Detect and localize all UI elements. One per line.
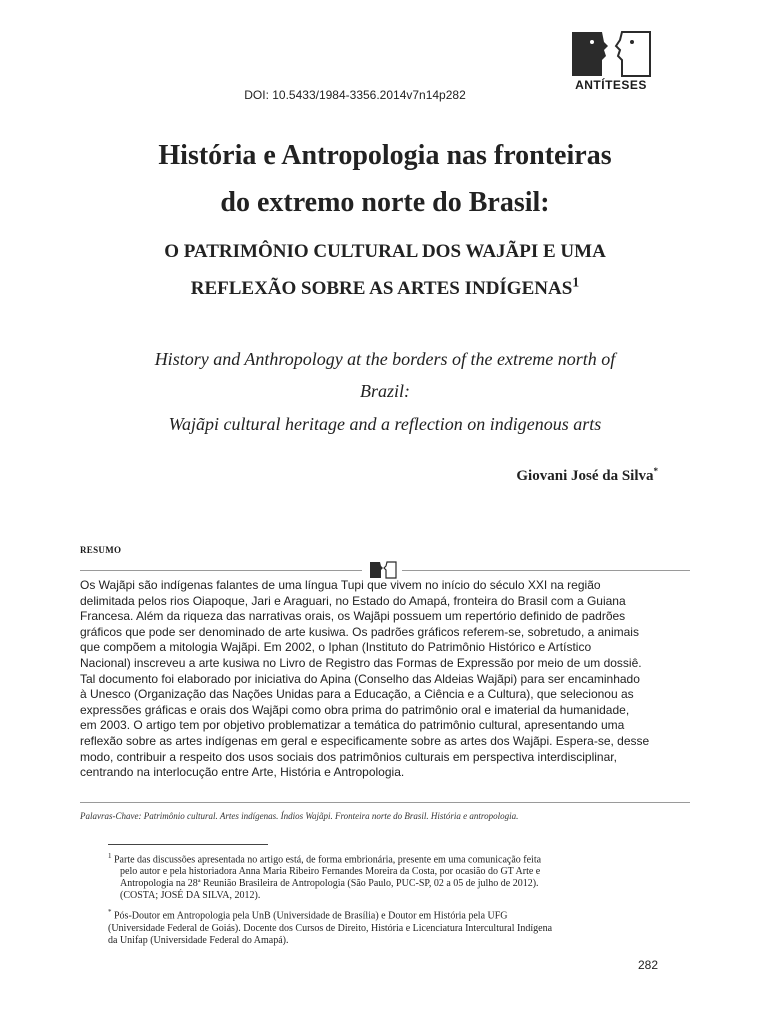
footnotes bbox=[108, 850, 658, 951]
antiteses-logo bbox=[568, 30, 654, 94]
abstract-line: Tal documento foi elaborado por iniciativa do Apina (Conselho das Aldeias Wajãpi) para ser encaminhado bbox=[80, 671, 640, 686]
page-number: 282 bbox=[637, 958, 658, 972]
abstract-line: à Unesco (Organização das Nações Unidas para a Educação, a Ciência e a Cultura), que selecionou as bbox=[80, 687, 634, 702]
two-faces-logo-icon bbox=[568, 30, 654, 78]
abstract-line: em 2003. O artigo tem por objetivo problematizar a temática do patrimônio cultural, apresentando uma bbox=[80, 718, 625, 733]
footnote-text: Parte das discussões apresentada no artigo está, de forma embrionária, presente em uma comunicação feita bbox=[114, 854, 542, 866]
abstract-line: Os Wajãpi são indígenas falantes de uma língua Tupi que vivem no início do século XXI na região bbox=[80, 578, 601, 592]
keywords: Palavras-Chave: Patrimônio cultural. Artes indígenas. Índios Wajãpi. Fronteira norte do Brasil. História e antropologia. bbox=[80, 811, 519, 821]
abstract-line: Francesa. Além da riqueza das narrativas orais, os Wajãpi possuem um repertório definido de padrões bbox=[80, 609, 626, 624]
logo-text: ANTÍTESES bbox=[575, 78, 647, 92]
footnote-line: (Universidade Federal de Goiás). Docente dos Cursos de Direito, História e Licenciatura Intercultural Indígena bbox=[108, 922, 553, 934]
abstract-line: Nacional) inscreveu a arte kusiwa no Livro de Registro das Formas de Expressão por meio de um dossiê. bbox=[80, 655, 642, 670]
footnote-text: Pós-Doutor em Antropologia pela UnB (Universidade de Brasília) e Doutor em História pela UFG bbox=[114, 910, 508, 922]
abstract-line: gráficos que pode ser denominado de arte kusiwa. Os padrões gráficos referem-se, sobretudo, a animais bbox=[80, 624, 639, 639]
footnote-line: (COSTA; JOSÉ DA SILVA, 2012). bbox=[120, 890, 261, 902]
mini-logo-icon bbox=[368, 561, 398, 579]
author-note-mark[interactable]: * bbox=[653, 466, 658, 476]
article-subtitle-line-1: O PATRIMÔNIO CULTURAL DOS WAJÃPI E UMA bbox=[164, 241, 606, 262]
english-title-line-1: History and Anthropology at the borders of the extreme north of bbox=[154, 349, 616, 369]
footnote-line: Antropologia na 28ª Reunião Brasileira de Antropologia (São Paulo, PUC-SP, 02 a 05 de julho de 2012). bbox=[120, 878, 539, 890]
abstract-line: reflexão sobre as artes indígenas em geral e especificamente sobre as artes dos Wajãpi. Espera-se, desse bbox=[80, 733, 650, 748]
author bbox=[516, 466, 658, 485]
footnote-1 bbox=[108, 850, 658, 902]
abstract-line: modo, contribuir a respeito dos usos sociais dos patrimônios culturais em perspectiva interdisciplinar, bbox=[80, 749, 617, 764]
abstract-line: centrando na interlocução entre Arte, História e Antropologia. bbox=[80, 765, 405, 780]
english-title-line-2: Brazil: bbox=[359, 381, 410, 401]
divider bbox=[402, 570, 690, 571]
author-name: Giovani José da Silva bbox=[516, 468, 654, 484]
doi[interactable]: DOI: 10.5433/1984-3356.2014v7n14p282 bbox=[244, 88, 466, 102]
footnote-line: pelo autor e pela historiadora Anna Maria Ribeiro Fernandes Moreira da Costa, por ocasião do GT Arte e bbox=[120, 866, 541, 878]
article-title-line-2: do extremo norte do Brasil: bbox=[220, 187, 550, 218]
abstract-text bbox=[80, 578, 690, 781]
footnote-line bbox=[108, 906, 658, 922]
divider bbox=[80, 802, 690, 803]
footnote-author bbox=[108, 906, 658, 946]
divider bbox=[80, 570, 362, 571]
english-title-line-3: Wajãpi cultural heritage and a reflection on indigenous arts bbox=[168, 414, 602, 434]
footnote-mark: 1 bbox=[108, 852, 112, 860]
footnote-mark: * bbox=[108, 908, 112, 917]
subtitle-text: REFLEXÃO SOBRE AS ARTES INDÍGENAS bbox=[190, 278, 573, 299]
abstract-line: delimitada pelos rios Oiapoque, Jari e Araguari, no Estado do Amapá, fronteira do Brasil com a Guiana bbox=[80, 593, 626, 608]
footnote-rule bbox=[108, 844, 268, 845]
footnote-ref-1[interactable]: 1 bbox=[572, 275, 580, 291]
abstract-line: expressões gráficas e orais dos Wajãpi como obra prima do patrimônio oral e imaterial da humanidade, bbox=[80, 702, 630, 717]
article-title-line-1: História e Antropologia nas fronteiras bbox=[158, 140, 612, 171]
article-subtitle-line-2 bbox=[40, 275, 730, 300]
abstract-line: que compõem a mitologia Wajãpi. Em 2002, o Iphan (Instituto do Patrimônio Histórico e Artístico bbox=[80, 640, 592, 655]
abstract-label: RESUMO bbox=[80, 545, 122, 555]
footnote-line: da Unifap (Universidade Federal do Amapá). bbox=[108, 934, 289, 946]
footnote-line bbox=[108, 850, 658, 866]
